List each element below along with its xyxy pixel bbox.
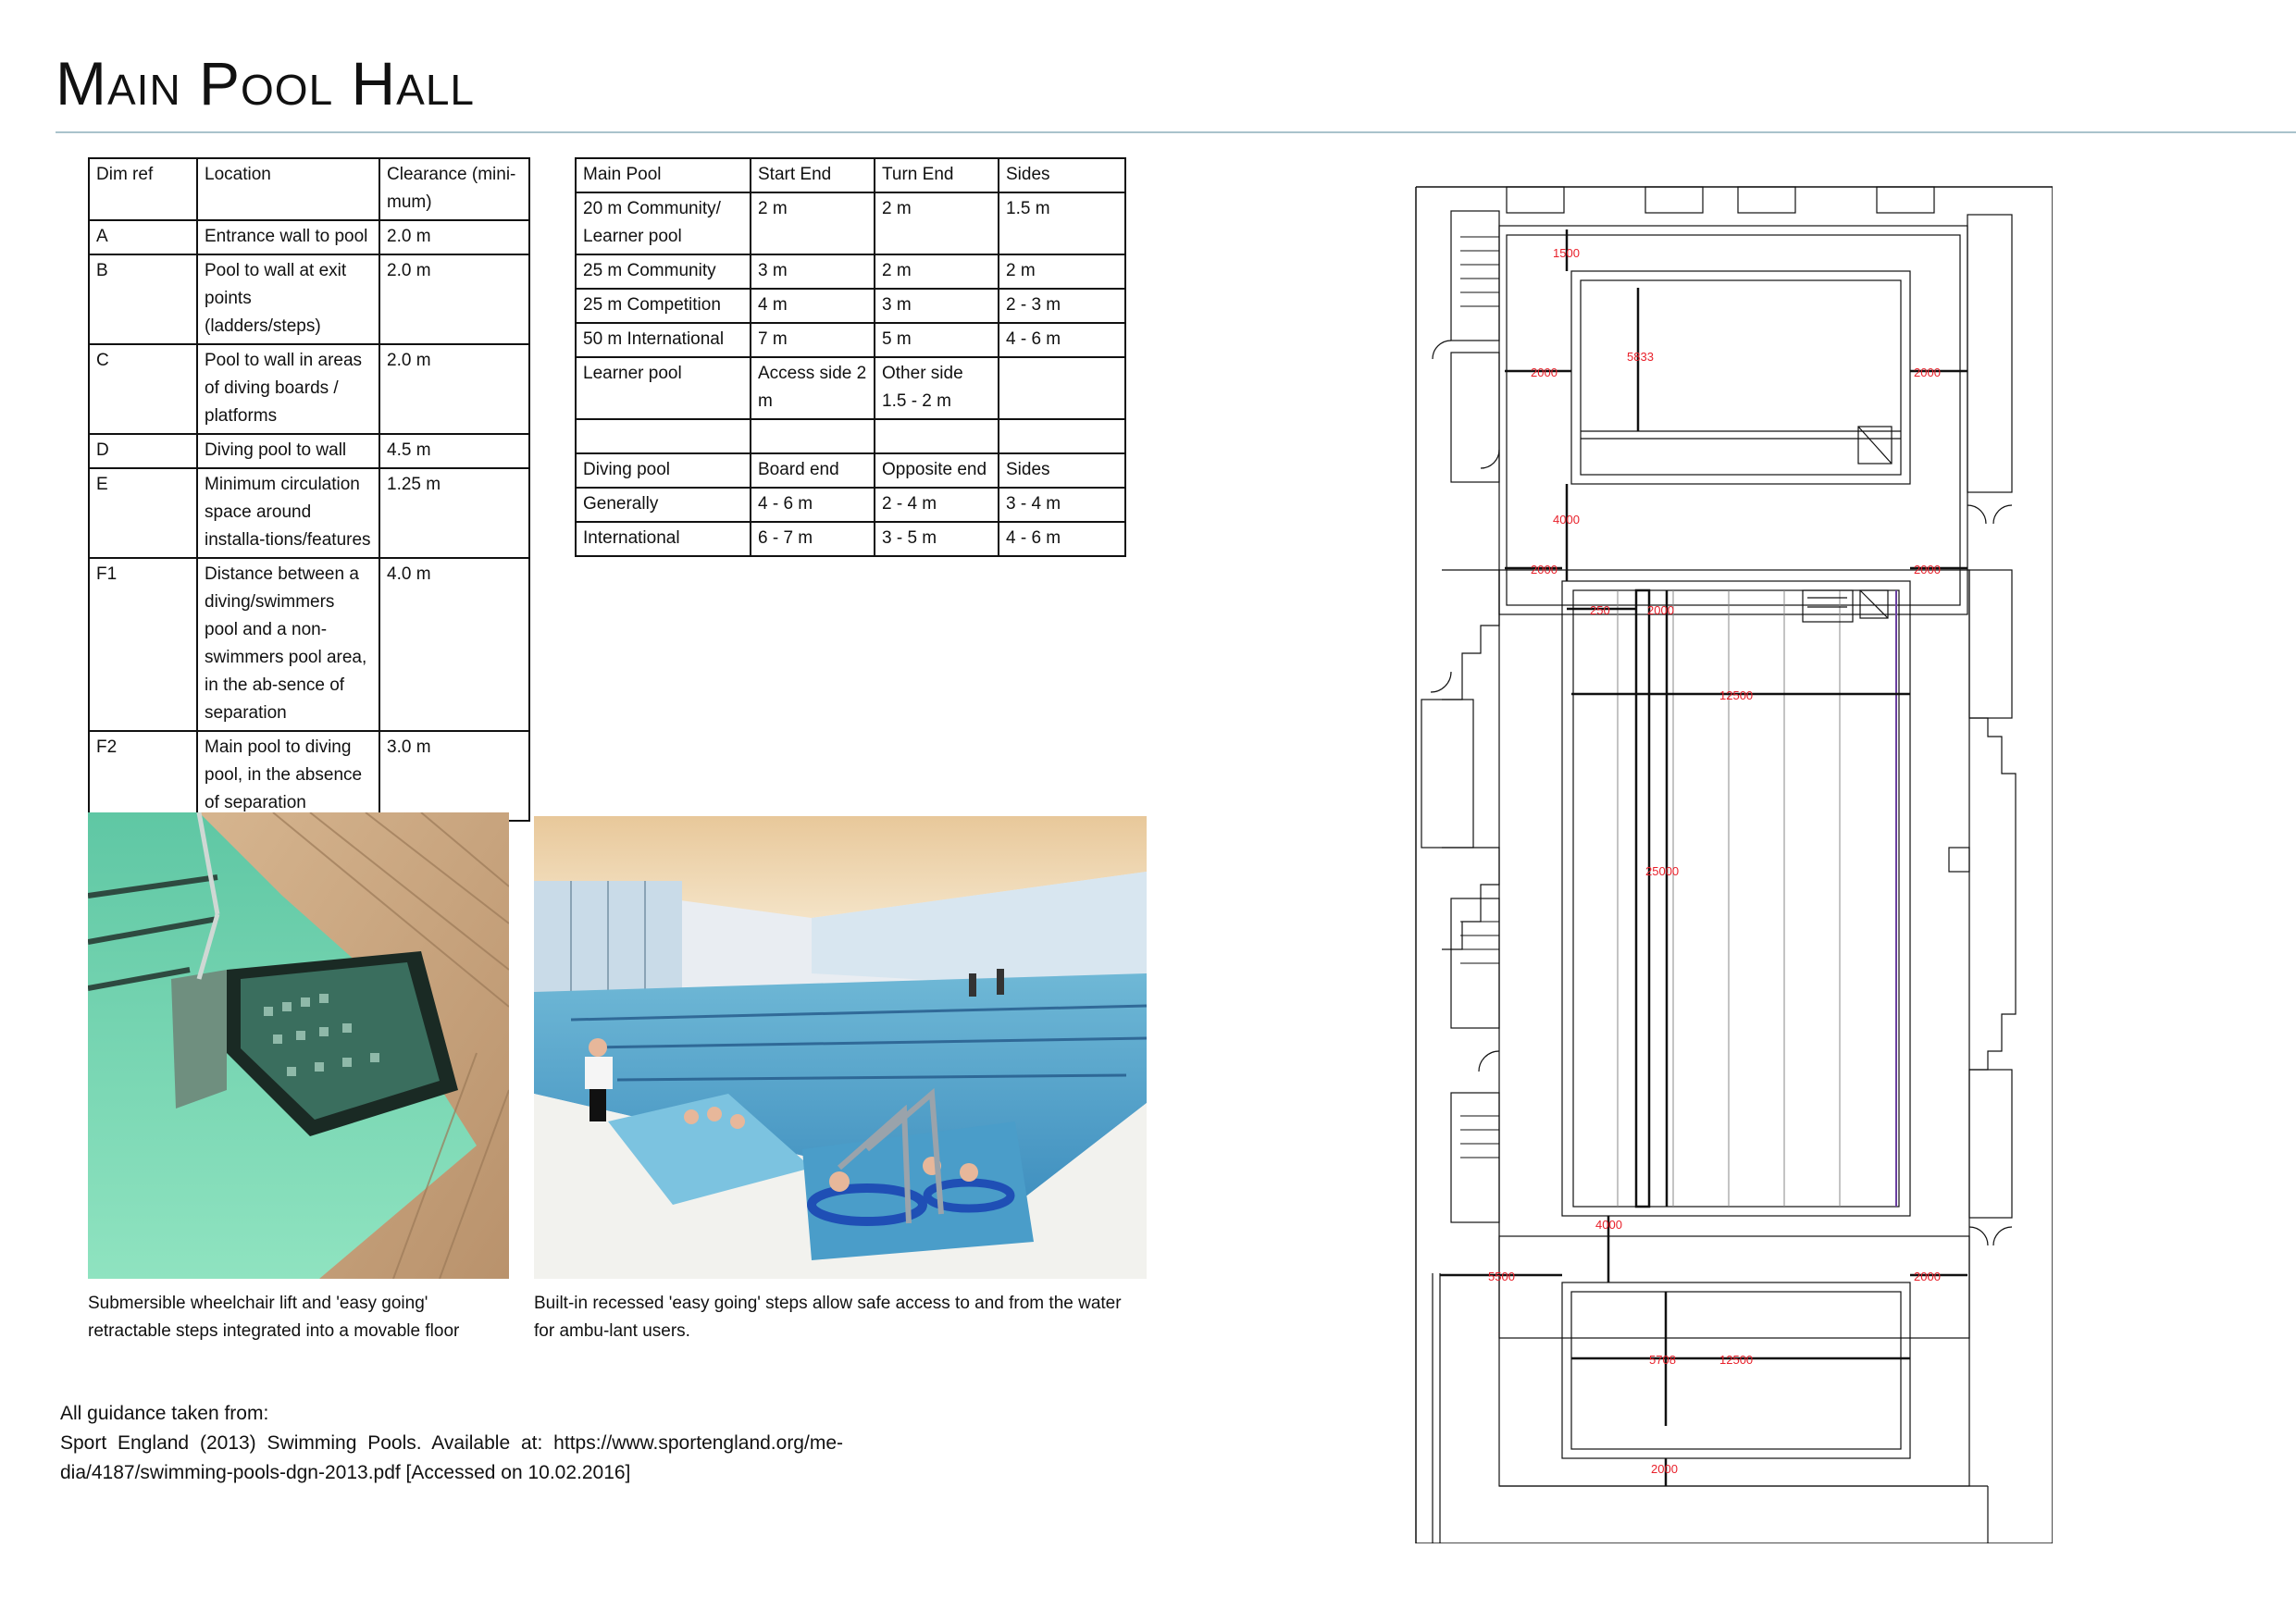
- header-cell: Main Pool: [576, 158, 751, 192]
- table-cell: 3.0 m: [379, 731, 529, 821]
- table-cell: 20 m Community/ Learner pool: [576, 192, 751, 254]
- table-cell: 2.0 m: [379, 254, 529, 344]
- header-cell: Sides: [999, 158, 1125, 192]
- table-cell: E: [89, 468, 197, 558]
- table-cell: [576, 419, 751, 453]
- table-cell: 2 m: [999, 254, 1125, 289]
- table-row: [576, 192, 1125, 254]
- table-cell: 1.5 m: [999, 192, 1125, 254]
- header-cell: Clearance (mini-mum): [379, 158, 529, 220]
- table-cell: Pool to wall in areas of diving boards / platforms: [197, 344, 379, 434]
- table-cell: 1.25 m: [379, 468, 529, 558]
- table-row: [576, 323, 1125, 357]
- table-cell: 3 - 5 m: [875, 522, 999, 556]
- table-row: [576, 488, 1125, 522]
- table-cell: 2.0 m: [379, 344, 529, 434]
- table-cell: 4.0 m: [379, 558, 529, 731]
- table-cell: 4 - 6 m: [999, 323, 1125, 357]
- header-cell: Turn End: [875, 158, 999, 192]
- dim-label: 2000: [1914, 365, 1941, 379]
- table-cell: Minimum circulation space around installa-tions/features: [197, 468, 379, 558]
- dim-label: 2000: [1651, 1462, 1678, 1476]
- table-cell: International: [576, 522, 751, 556]
- pool-surround-table: [575, 157, 1126, 557]
- dim-label: 5708: [1649, 1353, 1676, 1367]
- header-cell: Opposite end: [875, 453, 999, 488]
- header-cell: Sides: [999, 453, 1125, 488]
- dim-label: 2000: [1531, 563, 1558, 576]
- table-cell: Main pool to diving pool, in the absence of separation: [197, 731, 379, 821]
- table-cell: 25 m Community: [576, 254, 751, 289]
- table-header-row: [89, 158, 529, 220]
- dim-label: 2000: [1647, 603, 1674, 617]
- table-cell: F1: [89, 558, 197, 731]
- header-cell: Start End: [751, 158, 875, 192]
- dim-label: 5500: [1488, 1270, 1515, 1283]
- wheelchair-lift-photo: [88, 812, 509, 1279]
- table-cell: [875, 419, 999, 453]
- table-cell: [751, 419, 875, 453]
- table-cell: Other side 1.5 - 2 m: [875, 357, 999, 419]
- dim-label: 2000: [1531, 365, 1558, 379]
- table-row: [89, 344, 529, 434]
- table-cell: Generally: [576, 488, 751, 522]
- page-title: Main Pool Hall: [56, 49, 476, 118]
- table-header-row: [576, 158, 1125, 192]
- table-cell: D: [89, 434, 197, 468]
- table-header-row: [576, 453, 1125, 488]
- table-cell: 7 m: [751, 323, 875, 357]
- table-row: [89, 468, 529, 558]
- table-cell: 2 - 3 m: [999, 289, 1125, 323]
- dim-label: 2000: [1914, 1270, 1941, 1283]
- table-cell: 2 m: [751, 192, 875, 254]
- header-cell: Board end: [751, 453, 875, 488]
- dim-label: 4000: [1553, 513, 1580, 527]
- table-cell: F2: [89, 731, 197, 821]
- lift-caption: Submersible wheelchair lift and 'easy going' retractable steps integrated into a movable floor: [88, 1294, 460, 1341]
- table-cell: Distance between a diving/swimmers pool and a non-swimmers pool area, in the ab-sence of separation: [197, 558, 379, 731]
- source-heading: All guidance taken from:: [60, 1403, 269, 1424]
- table-row: [89, 558, 529, 731]
- pool-hall-floor-plan: [1414, 181, 2053, 1543]
- table-cell: 3 m: [751, 254, 875, 289]
- table-cell: 25 m Competition: [576, 289, 751, 323]
- table-row: [576, 357, 1125, 419]
- table-cell: Pool to wall at exit points (ladders/steps): [197, 254, 379, 344]
- table-row: [576, 289, 1125, 323]
- table-cell: 2 m: [875, 254, 999, 289]
- table-cell: Entrance wall to pool: [197, 220, 379, 254]
- table-cell: 6 - 7 m: [751, 522, 875, 556]
- source-citation: Sport England (2013) Swimming Pools. Available at: https://www.sportengland.org/me-dia/4187/swimming-pools-dgn-2013.pdf [Accessed on 10.02.2016]: [60, 1432, 843, 1483]
- table-cell: 2 m: [875, 192, 999, 254]
- title-divider: [56, 131, 2296, 133]
- easy-going-steps-photo: [534, 816, 1147, 1279]
- table-cell: 4.5 m: [379, 434, 529, 468]
- dim-label: 2000: [1914, 563, 1941, 576]
- dim-label: 25000: [1645, 864, 1680, 878]
- table-row: [576, 254, 1125, 289]
- table-cell: 2 - 4 m: [875, 488, 999, 522]
- table-cell: [999, 357, 1125, 419]
- table-cell: 3 - 4 m: [999, 488, 1125, 522]
- table-cell: 3 m: [875, 289, 999, 323]
- header-cell: Location: [197, 158, 379, 220]
- clearance-table: [88, 157, 530, 822]
- table-cell: Learner pool: [576, 357, 751, 419]
- table-cell: 50 m International: [576, 323, 751, 357]
- table-cell: [999, 419, 1125, 453]
- header-cell: Dim ref: [89, 158, 197, 220]
- table-cell: 4 m: [751, 289, 875, 323]
- dim-label: 5833: [1627, 350, 1654, 364]
- table-row: [89, 731, 529, 821]
- table-cell: C: [89, 344, 197, 434]
- table-cell: 4 - 6 m: [999, 522, 1125, 556]
- dim-label: 1500: [1553, 246, 1580, 260]
- table-cell: A: [89, 220, 197, 254]
- steps-caption: Built-in recessed 'easy going' steps allow safe access to and from the water for ambu-lant users.: [534, 1294, 1122, 1341]
- table-row: [576, 419, 1125, 453]
- table-cell: 2.0 m: [379, 220, 529, 254]
- table-cell: Access side 2 m: [751, 357, 875, 419]
- dim-label: 12500: [1719, 688, 1754, 702]
- table-cell: Diving pool to wall: [197, 434, 379, 468]
- source-note: [60, 1399, 843, 1488]
- dim-label: 4000: [1595, 1218, 1622, 1232]
- table-row: [89, 220, 529, 254]
- table-cell: 4 - 6 m: [751, 488, 875, 522]
- table-cell: B: [89, 254, 197, 344]
- table-row: [89, 254, 529, 344]
- table-row: [576, 522, 1125, 556]
- table-row: [89, 434, 529, 468]
- dim-label: 250: [1590, 603, 1610, 617]
- dim-label: 12500: [1719, 1353, 1754, 1367]
- header-cell: Diving pool: [576, 453, 751, 488]
- table-cell: 5 m: [875, 323, 999, 357]
